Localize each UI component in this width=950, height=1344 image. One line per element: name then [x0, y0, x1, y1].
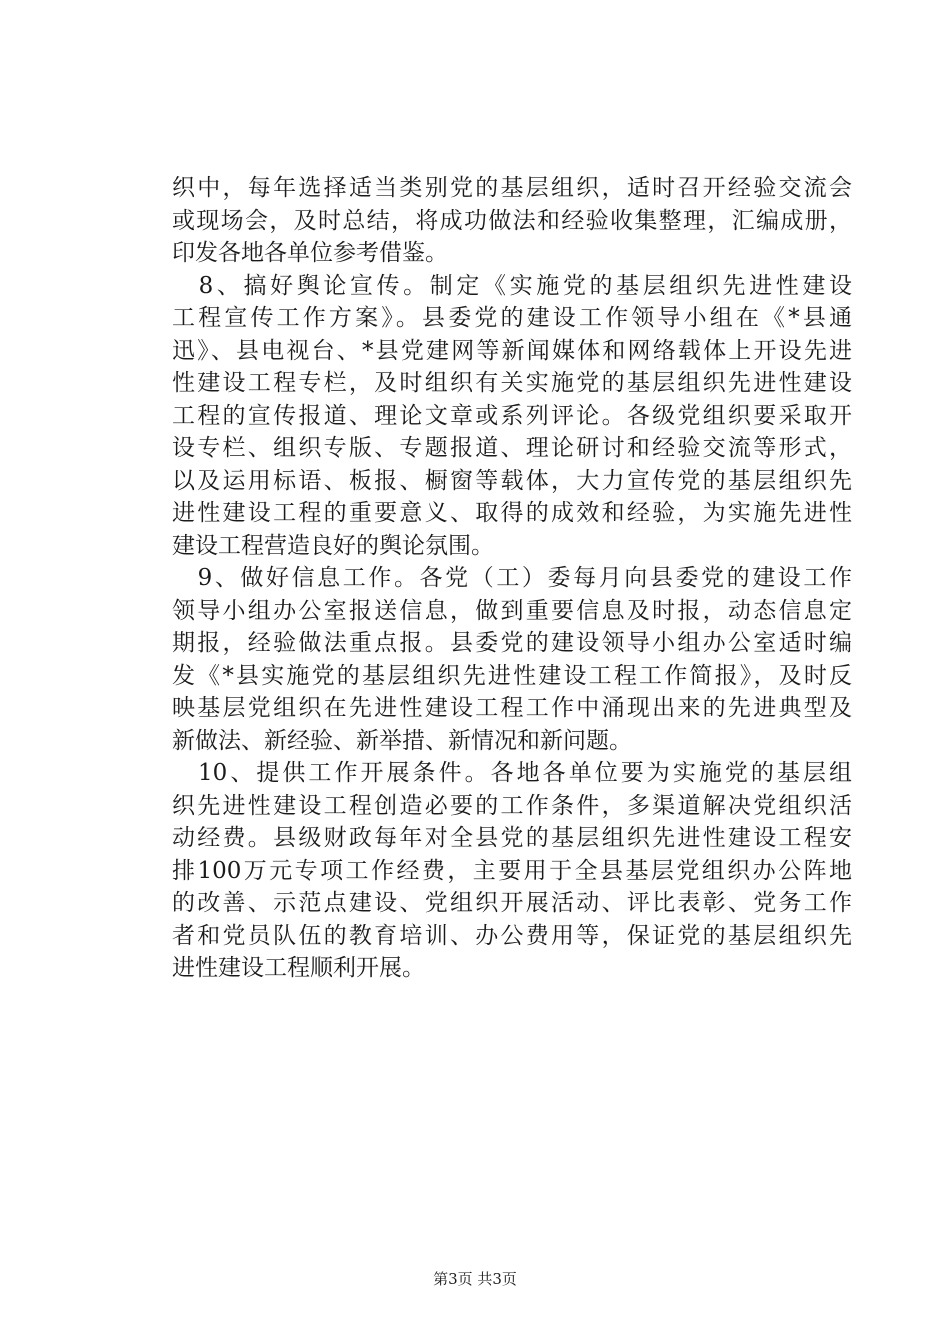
text-line: 工程的宣传报道、理论文章或系列评论。各级党组织要采取开	[172, 402, 852, 429]
text-line: 建设工程营造良好的舆论氛围。	[172, 532, 494, 559]
paragraph	[172, 562, 852, 757]
text-line: 迅》、县电视台、*县党建网等新闻媒体和网络载体上开设先进	[172, 337, 852, 364]
text-line: 9、做好信息工作。各党（工）委每月向县委党的建设工作	[172, 565, 852, 591]
text-line: 工程宣传工作方案》。县委党的建设工作领导小组在《*县通	[172, 305, 852, 331]
text-line: 性建设工程专栏，及时组织有关实施党的基层组织先进性建设	[172, 370, 852, 396]
text-line: 8、搞好舆论宣传。制定《实施党的基层组织先进性建设	[172, 272, 852, 299]
text-line: 的改善、示范点建设、党组织开展活动、评比表彰、党务工作	[172, 890, 852, 916]
text-line: 10、提供工作开展条件。各地各单位要为实施党的基层组	[172, 760, 852, 786]
text-line: 排100万元专项工作经费，主要用于全县基层党组织办公阵地	[172, 857, 852, 884]
paragraph	[172, 172, 852, 270]
text-line: 发《*县实施党的基层组织先进性建设工程工作简报》，及时反	[172, 662, 852, 689]
document-body	[172, 172, 852, 985]
text-line: 织中，每年选择适当类别党的基层组织，适时召开经验交流会	[172, 175, 852, 201]
text-line: 以及运用标语、板报、橱窗等载体，大力宣传党的基层组织先	[172, 467, 852, 494]
text-line: 新做法、新经验、新举措、新情况和新问题。	[172, 727, 632, 754]
text-line: 映基层党组织在先进性建设工程工作中涌现出来的先进典型及	[172, 695, 852, 721]
text-line: 者和党员队伍的教育培训、办公费用等，保证党的基层组织先	[172, 922, 852, 949]
text-line: 期报，经验做法重点报。县委党的建设领导小组办公室适时编	[172, 630, 852, 656]
text-line: 或现场会，及时总结，将成功做法和经验收集整理，汇编成册，	[172, 207, 852, 234]
text-line: 进性建设工程的重要意义、取得的成效和经验，为实施先进性	[172, 500, 852, 526]
text-line: 设专栏、组织专版、专题报道、理论研讨和经验交流等形式，	[172, 435, 852, 461]
text-line: 印发各地各单位参考借鉴。	[172, 240, 448, 266]
text-line: 动经费。县级财政每年对全县党的基层组织先进性建设工程安	[172, 825, 852, 851]
paragraph	[172, 270, 852, 563]
text-line: 织先进性建设工程创造必要的工作条件，多渠道解决党组织活	[172, 792, 852, 819]
text-line: 领导小组办公室报送信息，做到重要信息及时报，动态信息定	[172, 597, 852, 624]
paragraph	[172, 757, 852, 985]
page-number-footer: 第3页 共3页	[433, 1270, 517, 1288]
text-line: 进性建设工程顺利开展。	[172, 955, 425, 981]
